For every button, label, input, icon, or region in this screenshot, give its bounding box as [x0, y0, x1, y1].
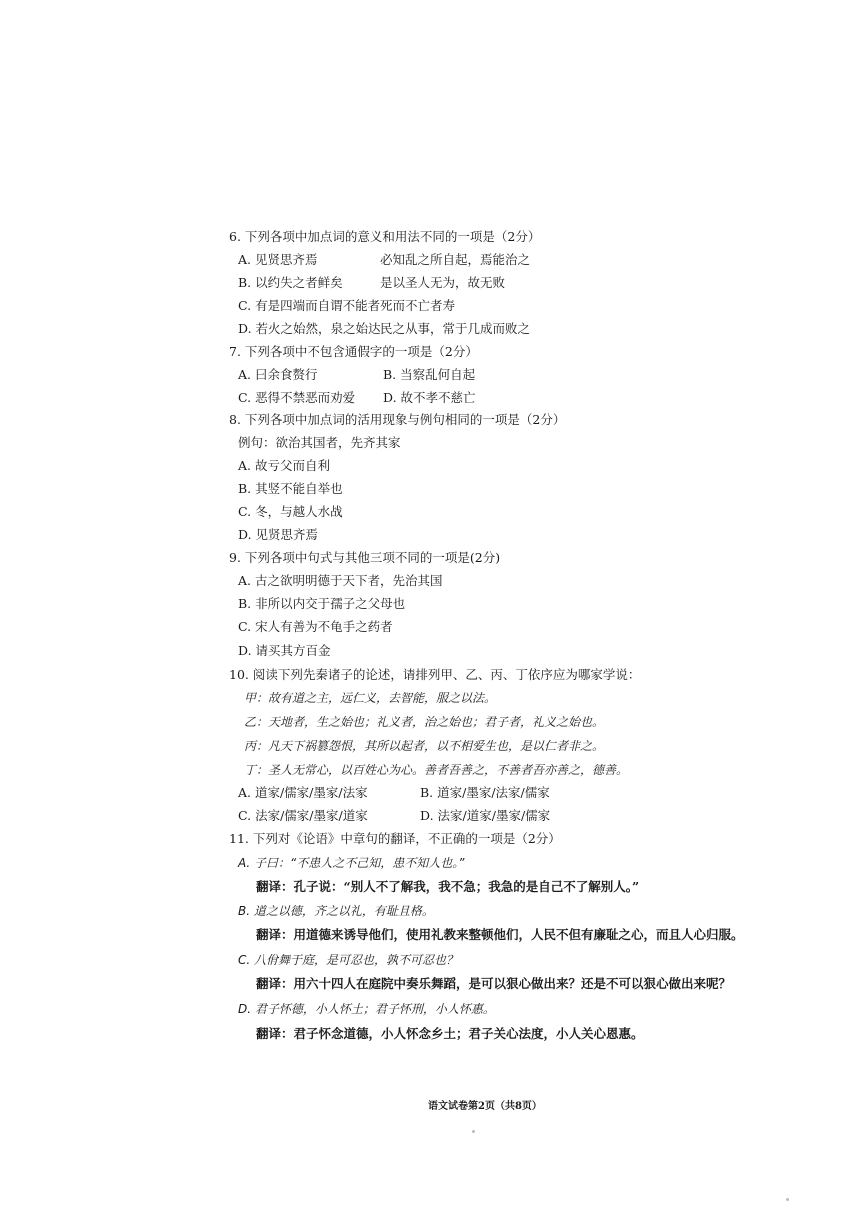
- q11-quote-b: B. 道之以德，齐之以礼，有耻且格。: [238, 904, 434, 918]
- q8-option-a: A. 故亏父而自利: [238, 458, 330, 473]
- q8-option-d: D. 见贤思齐焉: [238, 527, 319, 542]
- q10-option-c: C. 法家/儒家/墨家/道家: [238, 808, 368, 823]
- q11-quote-d: D. 君子怀德，小人怀土；君子怀刑，小人怀惠。: [238, 1002, 495, 1016]
- q10-quote-jia: 甲：故有道之主，远仁义，去智能，服之以法。: [244, 691, 497, 705]
- q7-stem: 7. 下列各项中不包含通假字的一项是（2分）: [229, 344, 478, 359]
- q7-option-b: B. 当察乱何自起: [383, 367, 476, 382]
- q10-quote-ding: 丁：圣人无常心，以百姓心为心。善者吾善之，不善者吾亦善之，德善。: [244, 763, 629, 777]
- q10-stem: 10. 阅读下列先秦诸子的论述，请排列甲、乙、丙、丁依序应为哪家学说：: [229, 667, 641, 682]
- q7-option-c: C. 恶得不禁恶而劝爱: [238, 390, 356, 405]
- q9-option-b: B. 非所以内交于孺子之父母也: [238, 596, 406, 611]
- q8-example: 例句：欲治其国者，先齐其家: [238, 435, 401, 450]
- q7-option-d: D. 故不孝不慈亡: [383, 390, 476, 405]
- q10-quote-bing: 丙：凡天下祸篡怨恨，其所以起者，以不相爱生也，是以仁者非之。: [244, 739, 605, 753]
- q9-option-a: A. 古之欲明明德于天下者，先治其国: [238, 573, 443, 588]
- scan-speck: [786, 1198, 789, 1201]
- q6-option-a-left: A. 见贤思齐焉: [238, 252, 318, 267]
- q9-stem: 9. 下列各项中句式与其他三项不同的一项是(2分): [229, 550, 501, 565]
- page-footer: 语文试卷第2页（共8页）: [428, 1101, 542, 1112]
- q11-translation-b: 翻译：用道德来诱导他们，使用礼教来整顿他们，人民不但有廉耻之心，而且人心归服。: [256, 927, 744, 942]
- q7-option-a: A. 曰余食赘行: [238, 367, 318, 382]
- q6-option-c-left: C. 有是四端而自谓不能者: [238, 298, 381, 313]
- q11-quote-a: A. 子曰：“不患人之不己知，患不知人也。”: [238, 856, 465, 870]
- q11-translation-a: 翻译：孔子说：“别人不了解我，我不急；我急的是自己不了解别人。”: [256, 879, 640, 894]
- q9-option-c: C. 宋人有善为不龟手之药者: [238, 619, 393, 634]
- q11-translation-d: 翻译：君子怀念道德，小人怀念乡土；君子关心法度，小人关心恩惠。: [256, 1026, 644, 1041]
- q6-option-b-left: B. 以约失之者鲜矣: [238, 275, 343, 290]
- q10-option-b: B. 道家/墨家/法家/儒家: [420, 785, 550, 800]
- q8-option-b: B. 其竖不能自举也: [238, 481, 343, 496]
- q10-quote-yi: 乙：天地者，生之始也；礼义者，治之始也；君子者，礼义之始也。: [244, 715, 605, 729]
- q6-option-d-left: D. 若火之始然，泉之始达: [238, 321, 381, 336]
- q10-option-a: A. 道家/儒家/墨家/法家: [238, 785, 368, 800]
- q6-option-a-right: 必知乱之所自起，焉能治之: [380, 252, 531, 267]
- scan-speck: [472, 1130, 475, 1133]
- q9-option-d: D. 请买其方百金: [238, 643, 331, 658]
- q6-stem: 6. 下列各项中加点词的意义和用法不同的一项是（2分）: [229, 229, 541, 244]
- q8-stem: 8. 下列各项中加点词的活用现象与例句相同的一项是（2分）: [229, 412, 566, 427]
- q11-quote-c: C. 八佾舞于庭，是可忍也，孰不可忍也？: [238, 953, 459, 967]
- q11-stem: 11. 下列对《论语》中章句的翻译，不正确的一项是（2分）: [229, 831, 561, 846]
- q11-translation-c: 翻译：用六十四人在庭院中奏乐舞蹈，是可以狠心做出来？还是不可以狠心做出来呢？: [256, 976, 732, 991]
- q10-option-d: D. 法家/道家/墨家/儒家: [420, 808, 551, 823]
- q6-option-d-right: 民之从事，常于几成而败之: [380, 321, 531, 336]
- q8-option-c: C. 冬，与越人水战: [238, 504, 343, 519]
- q6-option-b-right: 是以圣人无为，故无败: [380, 275, 506, 290]
- q6-option-c-right: 死而不亡者寿: [380, 298, 456, 313]
